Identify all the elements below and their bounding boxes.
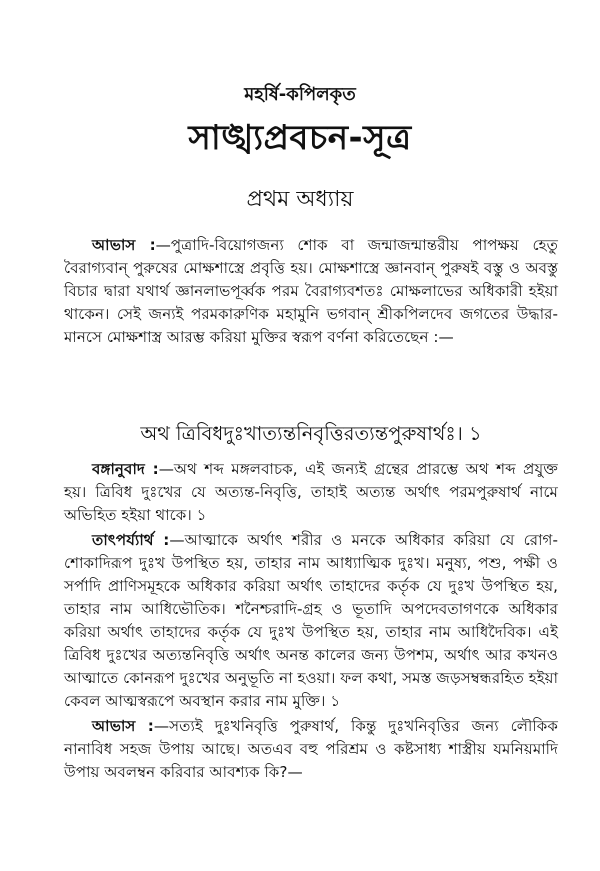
meaning-label: তাৎপর্য্যার্থ : (92, 531, 170, 549)
next-intro-label: আভাস : (92, 717, 154, 735)
translation-label: বঙ্গানুবাদ : (92, 460, 159, 478)
meaning-text: —আত্মাকে অর্থাৎ শরীর ও মনকে অধিকার করিয়া যে রোগ-শোকাদিরূপ দুঃখ উপস্থিত হয়, তাহার নাম আধ্যাত্মিক দুঃখ। মনুষ্য, পশু, পক্ষী ও সর্পাদি প্রাণিসমূহকে অধিকার করিয়া অর্থাৎ তাহাদের কর্তৃক যে দুঃখ উপস্থিত হয়, তাহার নাম আধিভৌতিক। শনৈশ্চরাদি-গ্রহ ও ভূতাদি অপদেবতাগণকে অধিকার করিয়া অর্থাৎ তাহাদের কর্তৃক যে দুঃখ উপস্থিত হয়, তাহার নাম আধিদৈবিক। এই ত্রিবিধ দুঃখের অত্যন্তনিবৃত্তি অর্থাৎ অনন্ত কালের জন্য উপশম, অর্থাৎ আর কখনও আত্মাতে কোনরূপ দুঃখের অনুভূতি না হওয়া। ফল কথা, সমস্ত জড়সম্বন্ধরহিত হইয়া কেবল আত্মস্বরূপে অবস্থান করার নাম মুক্তি। ১ (64, 531, 558, 710)
intro-paragraph (64, 234, 558, 349)
chapter-heading: প্রথম অধ্যায় (246, 187, 354, 212)
intro-text: —পুত্রাদি-বিয়োগজন্য শোক বা জন্মাজন্মান্তরীয় পাপক্ষয় হেতু বৈরাগ্যবান্ পুরুষের মোক্ষশাস্ত্রে প্রবৃত্তি হয়। মোক্ষশাস্ত্রে জ্ঞানবান্ পুরুষই বস্তু ও অবস্তু বিচার দ্বারা যথার্থ জ্ঞানলাভপূর্ব্বক পরম বৈরাগ্যবশতঃ মোক্ষলাভের অধিকারী হইয়া থাকেন। সেই জন্যই পরমকারুণিক মহামুনি ভগবান্ শ্রীকপিলদেব জগতের উদ্ধার-মানসে মোক্ষশাস্ত্র আরম্ভ করিয়া মুক্তির স্বরূপ বর্ণনা করিতেছেন :— (64, 236, 558, 346)
meaning-paragraph (64, 529, 558, 713)
translation-text: —অথ শব্দ মঙ্গলবাচক, এই জন্যই গ্রন্থের প্রারম্ভে অথ শব্দ প্রযুক্ত হয়। ত্রিবিধ দুঃখের যে অত্যন্ত-নিবৃত্তি, তাহাই অত্যন্ত অর্থাৎ পরমপুরুষার্থ নামে অভিহিত হইয়া থাকে। ১ (64, 460, 558, 524)
intro-section (64, 234, 558, 351)
commentary-section (64, 458, 558, 786)
next-intro-paragraph (64, 715, 558, 784)
author-line: মহর্ষি-কপিলকৃত (244, 84, 356, 105)
next-intro-text: —সত্যই দুঃখনিবৃত্তি পুরুষার্থ, কিন্তু দুঃখনিবৃত্তির জন্য লৌকিক নানাবিধ সহজ উপায় আছে। অতএব বহু পরিশ্রম ও কষ্টসাধ্য শাস্ত্রীয় যমনিয়মাদি উপায় অবলম্বন করিবার আবশ্যক কি?— (64, 717, 558, 781)
sutra-verse: অথ ত্রিবিধদুঃখাত্যন্তনিবৃত্তিরত্যন্তপুরুষার্থঃ। ১ (140, 422, 482, 445)
translation-paragraph (64, 458, 558, 527)
page-title: সাঙ্খ্যপ্রবচন-সূত্র (188, 118, 412, 158)
intro-label: আভাস : (92, 236, 156, 254)
